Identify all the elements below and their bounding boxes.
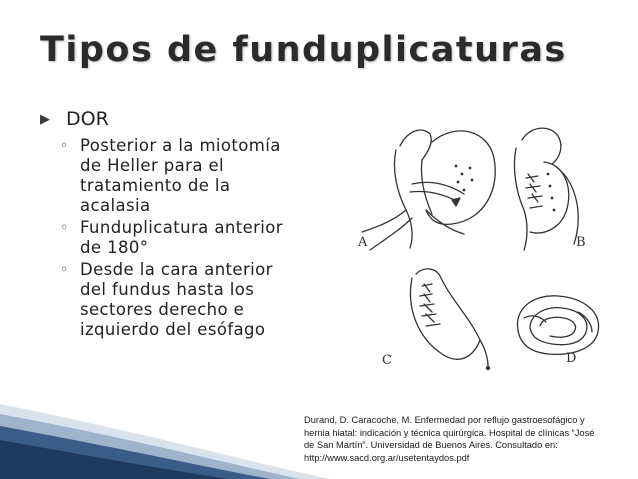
citation	[304, 414, 632, 464]
panel-a-sutures	[455, 165, 474, 192]
citation-line: Durand, D. Caracoche, M. Enfermedad por reflujo gastroesofágico y	[304, 415, 585, 425]
panel-b-drawing	[514, 128, 578, 250]
panel-d-drawing	[517, 296, 598, 355]
circle-bullet-icon: ◦	[60, 262, 69, 278]
panel-c-drawing	[410, 269, 488, 366]
circle-bullet-icon: ◦	[60, 138, 69, 154]
panel-a-drawing	[362, 130, 495, 250]
subbullet-anterior	[40, 218, 330, 258]
fundoplication-illustration	[352, 118, 620, 406]
panel-b-label: B	[576, 235, 586, 250]
bullet-label: DOR	[66, 108, 109, 130]
subbullet-line: izquierdo del esófago	[80, 320, 266, 339]
slide-title: Tipos de funduplicaturas	[40, 30, 567, 70]
subbullet-line: Posterior a la miotomía	[80, 136, 281, 155]
bullet-list	[40, 108, 330, 342]
circle-bullet-icon: ◦	[60, 220, 69, 236]
panel-d-label: D	[566, 351, 577, 366]
subbullet-line: Desde la cara anterior	[80, 260, 273, 279]
subbullet-line: del fundus hasta los	[80, 280, 255, 299]
subbullet-line: de Heller para el	[80, 156, 225, 175]
subbullet-posterior	[40, 136, 330, 216]
subbullet-line: sectores derecho e	[80, 300, 245, 319]
panel-a-label: A	[358, 235, 368, 250]
subbullet-line: acalasia	[80, 196, 151, 215]
panel-c-label: C	[382, 353, 392, 368]
subbullet-line: Funduplicatura anterior	[80, 218, 283, 237]
citation-line: hernia hiatal: indicación y técnica quirúrgica. Hospital de clínicas “José	[304, 427, 595, 438]
citation-link[interactable]: http://www.sacd.org.ar/usetentaydos.pdf	[304, 452, 470, 463]
subbullet-line: de 180°	[80, 238, 149, 257]
bullet-item-dor	[40, 108, 330, 130]
panel-c-marker	[486, 366, 490, 370]
arrow-bullet-icon: ▶	[40, 112, 50, 127]
subbullet-cara-anterior	[40, 260, 330, 340]
panel-b-sutures	[547, 173, 556, 212]
subbullet-line: tratamiento de la	[80, 176, 231, 195]
citation-line: de San Martín”. Universidad de Buenos Aires. Consultado en:	[304, 440, 558, 451]
